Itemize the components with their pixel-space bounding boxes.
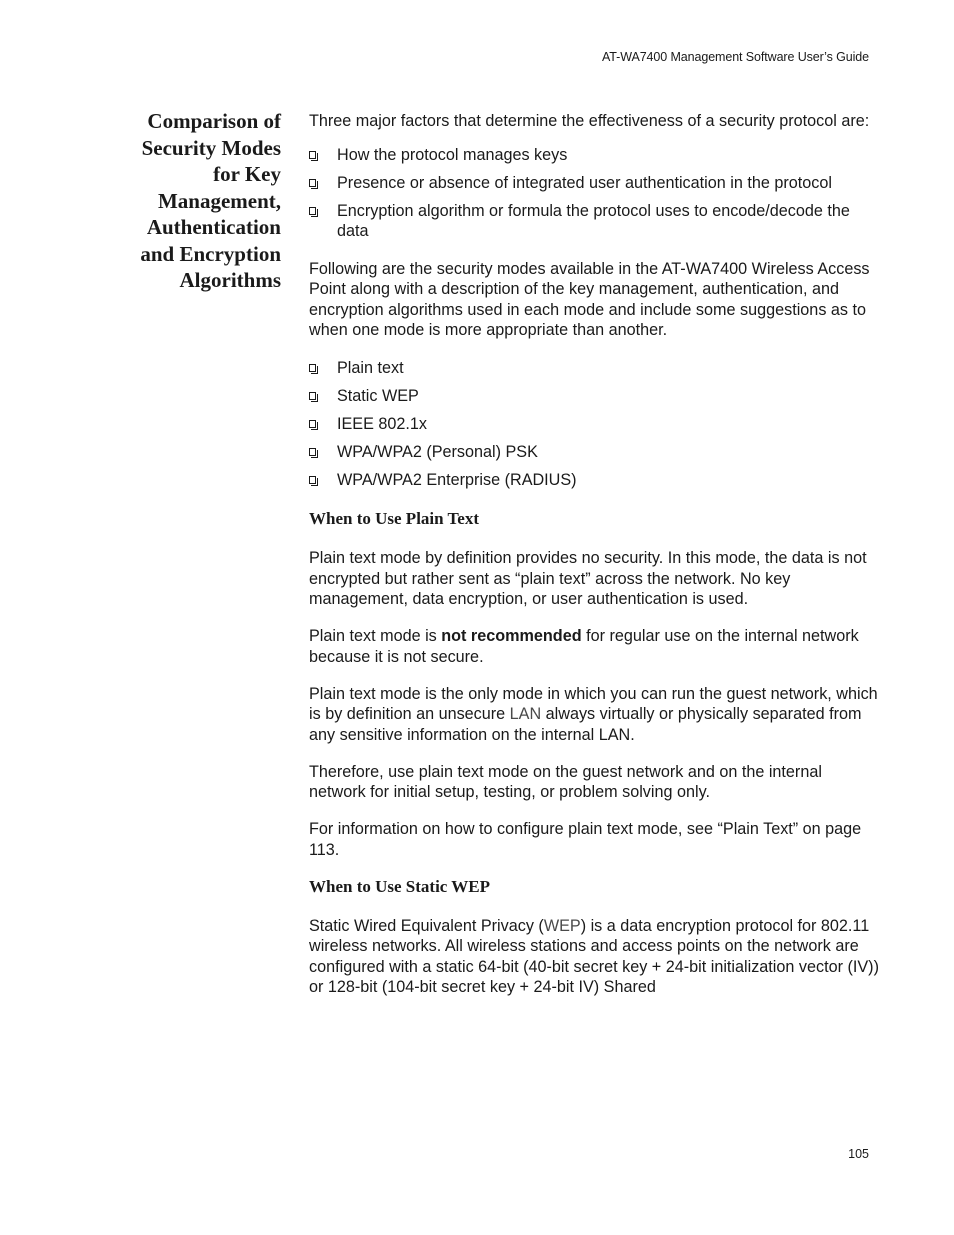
section-title-line: and Encryption <box>140 241 281 266</box>
modes-list <box>309 358 879 491</box>
section-title-line: Authentication <box>146 215 281 239</box>
checkbox-bullet-icon <box>309 151 316 159</box>
main-content <box>309 111 879 1014</box>
list-item: Plain text <box>309 358 879 379</box>
section-title <box>110 108 281 294</box>
checkbox-bullet-icon <box>309 207 316 215</box>
checkbox-bullet-icon <box>309 448 316 456</box>
glossary-link-wep[interactable]: WEP <box>543 916 581 935</box>
paragraph: For information on how to configure plain text mode, see “Plain Text” on page 113. <box>309 820 862 859</box>
section-title-line: Management, <box>157 188 281 213</box>
paragraph: Static Wired Equivalent Privacy (WEP) is a data encryption protocol for 802.11 wireless networks. All wireless stations and access points on the network are configured with a static 64-bit (40-bit secret key + 24-bit initialization vector (IV)) or 128-bit (104-bit secret key + 24-bit IV) Shared <box>309 916 879 996</box>
list-item: Presence or absence of integrated user authentication in the protocol <box>309 173 879 194</box>
list-item: How the protocol manages keys <box>309 145 879 166</box>
modes-intro-paragraph: Following are the security modes available in the AT-WA7400 Wireless Access Point along with a description of the key management, authentication, and encryption algorithms used in each mode and include some suggestions as to when one mode is more appropriate than another. <box>309 259 870 339</box>
paragraph: Plain text mode by definition provides no security. In this mode, the data is not encrypted but rather sent as “plain text” across the network. No key management, data encryption, or user authentication is used. <box>309 549 867 608</box>
list-item: IEEE 802.1x <box>309 414 879 435</box>
checkbox-bullet-icon <box>309 420 316 428</box>
section-title-line: Algorithms <box>179 268 281 292</box>
checkbox-bullet-icon <box>309 179 316 187</box>
subheading-plain-text: When to Use Plain Text <box>309 509 480 528</box>
list-item: Static WEP <box>309 386 879 407</box>
subheading-static-wep: When to Use Static WEP <box>309 876 491 896</box>
list-item: WPA/WPA2 Enterprise (RADIUS) <box>309 470 879 491</box>
section-title-line: Comparison of <box>147 109 281 133</box>
list-item: WPA/WPA2 (Personal) PSK <box>309 442 879 463</box>
intro-paragraph: Three major factors that determine the effectiveness of a security protocol are: <box>309 112 870 130</box>
checkbox-bullet-icon <box>309 392 316 400</box>
paragraph: Plain text mode is the only mode in which you can run the guest network, which is by definition an unsecure LAN always virtually or physically separated from any sensitive information on the internal LAN. <box>309 684 878 744</box>
glossary-link-lan[interactable]: LAN <box>509 705 542 723</box>
emphasis-text: not recommended <box>441 627 582 645</box>
paragraph: Plain text mode is not recommended for regular use on the internal network because it is not secure. <box>309 627 859 666</box>
factors-list <box>309 145 879 242</box>
checkbox-bullet-icon <box>309 476 316 484</box>
page-number: 105 <box>848 1147 869 1161</box>
paragraph: Therefore, use plain text mode on the guest network and on the internal network for initial setup, testing, or problem solving only. <box>309 762 822 801</box>
section-title-line: Security Modes <box>141 135 281 160</box>
running-header: AT-WA7400 Management Software User’s Guide <box>602 50 869 64</box>
section-title-line: for Key <box>213 162 281 186</box>
list-item: Encryption algorithm or formula the protocol uses to encode/decode the data <box>309 201 879 242</box>
checkbox-bullet-icon <box>309 364 316 372</box>
